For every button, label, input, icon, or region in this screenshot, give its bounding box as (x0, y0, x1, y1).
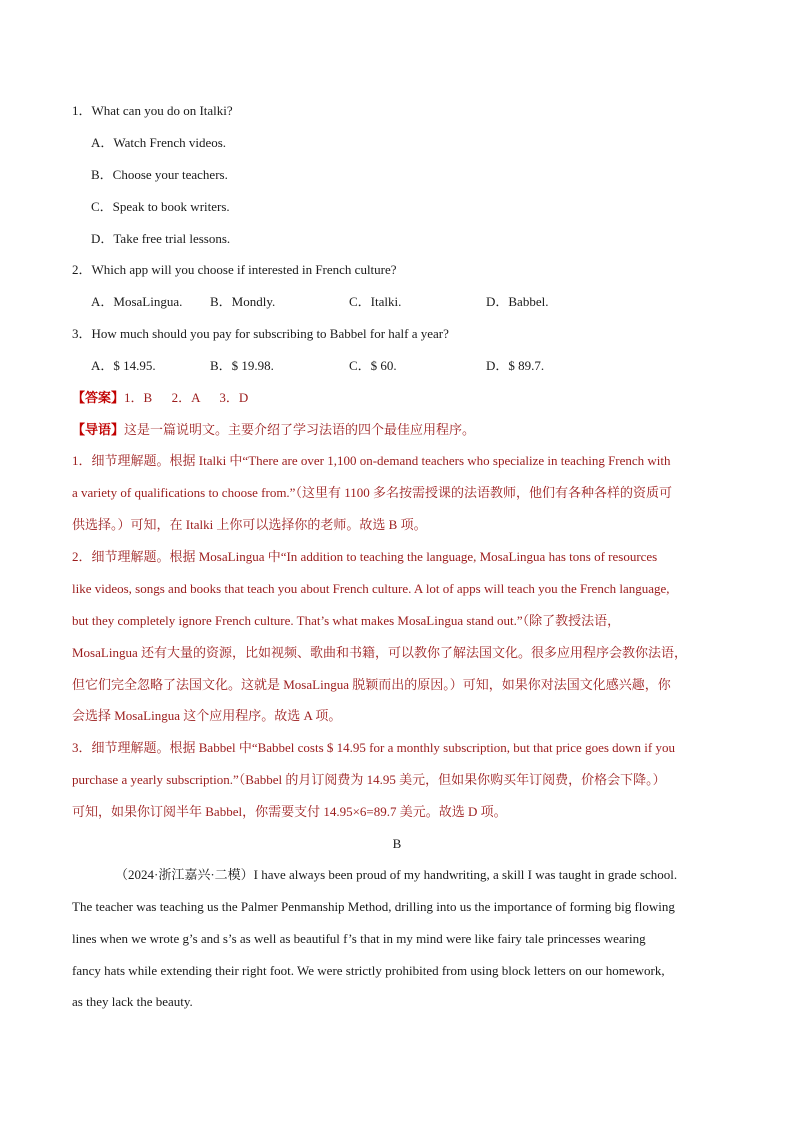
guide-text: 这是一篇说明文。主要介绍了学习法语的四个最佳应用程序。 (124, 422, 476, 437)
explanation-line: like videos, songs and books that teach you about French culture. A lot of apps will teach you the French language, (72, 581, 670, 596)
explanation-line: 1．细节理解题。根据 Italki 中“There are over 1,100 on-demand teachers who specialize in teaching French with (72, 453, 671, 468)
question-1-option-a: A．Watch French videos. (91, 135, 227, 150)
explanation-line: 会选择 MosaLingua 这个应用程序。故选 A 项。 (72, 708, 342, 723)
question-3-option-c: C．$ 60. (349, 358, 397, 373)
question-1-option-c: C．Speak to book writers. (91, 199, 230, 214)
question-2-option-a: A．MosaLingua. (91, 294, 183, 309)
passage-line: lines when we wrote g’s and s’s as well as beautiful f’s that in my mind were like fairy tale princesses wearing (72, 931, 646, 946)
answer-text: 1．B 2．A 3．D (124, 390, 249, 405)
passage-line: fancy hats while extending their right foot. We were strictly prohibited from using block letters on our homework, (72, 963, 665, 978)
explanation-line: 供选择。）可知，在 Italki 上你可以选择你的老师。故选 B 项。 (72, 517, 427, 532)
section-letter: B (392, 836, 402, 851)
passage-line: （2024·浙江嘉兴·二模）I have always been proud of my handwriting, a skill I was taught in grade school. (115, 867, 678, 882)
explanation-line: MosaLingua 还有大量的资源，比如视频、歌曲和书籍，可以教你了解法国文化。很多应用程序会教你法语， (72, 645, 687, 660)
answer-line (72, 390, 248, 406)
question-2-option-b: B．Mondly. (210, 294, 276, 309)
answer-label: 【答案】 (72, 390, 125, 405)
explanation-line: but they completely ignore French culture. That’s what makes MosaLingua stand out.”（除了教授法语， (72, 613, 621, 628)
explanation-line: a variety of qualifications to choose from.”（这里有 1100 多名按需授课的法语教师，他们有各种各样的资质可 (72, 485, 672, 500)
explanation-line: 但它们完全忽略了法国文化。这就是 MosaLingua 脱颖而出的原因。）可知，如果你对法国文化感兴趣，你 (72, 677, 671, 692)
question-1-stem: 1．What can you do on Italki? (72, 103, 233, 118)
question-3-option-a: A．$ 14.95. (91, 358, 156, 373)
explanation-line: 2．细节理解题。根据 MosaLingua 中“In addition to teaching the language, MosaLingua has tons of resources (72, 549, 658, 564)
question-3-stem: 3．How much should you pay for subscribing to Babbel for half a year? (72, 326, 449, 341)
guide-line (72, 422, 475, 438)
question-2-option-d: D．Babbel. (486, 294, 549, 309)
question-3-option-b: B．$ 19.98. (210, 358, 274, 373)
passage-line: as they lack the beauty. (72, 994, 193, 1009)
explanation-line: purchase a yearly subscription.”（Babbel 的月订阅费为 14.95 美元，但如果你购买年订阅费，价格会下降。） (72, 772, 666, 787)
explanation-line: 3．细节理解题。根据 Babbel 中“Babbel costs $ 14.95 for a monthly subscription, but that price goes down if you (72, 740, 675, 755)
question-2-option-c: C．Italki. (349, 294, 402, 309)
guide-label: 【导语】 (72, 422, 125, 437)
question-2-stem: 2．Which app will you choose if interested in French culture? (72, 262, 397, 277)
explanation-line: 可知，如果你订阅半年 Babbel，你需要支付 14.95×6=89.7 美元。故选 D 项。 (72, 804, 507, 819)
question-1-option-d: D．Take free trial lessons. (91, 231, 231, 246)
passage-line: The teacher was teaching us the Palmer Penmanship Method, drilling into us the importance of forming big flowing (72, 899, 675, 914)
question-1-option-b: B．Choose your teachers. (91, 167, 228, 182)
question-3-option-d: D．$ 89.7. (486, 358, 545, 373)
